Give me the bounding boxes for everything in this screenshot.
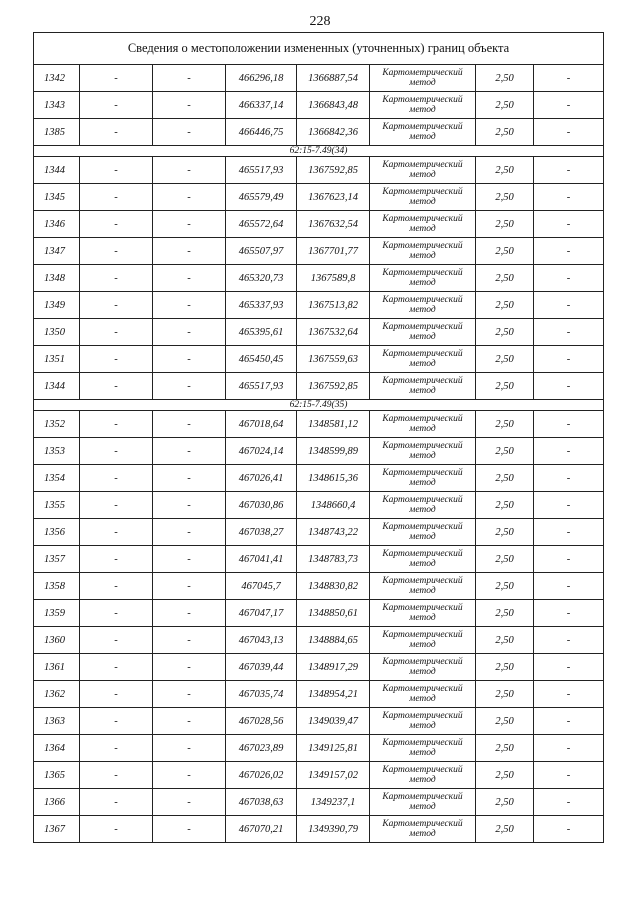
old-x-cell: - [80, 627, 153, 654]
table-row [34, 346, 604, 373]
accuracy-cell: 2,50 [476, 346, 534, 373]
point-number: 1351 [34, 346, 80, 373]
table-row [34, 519, 604, 546]
table-row [34, 411, 604, 438]
old-x-cell: - [80, 373, 153, 400]
x-coordinate: 466296,18 [226, 65, 297, 92]
accuracy-cell: 2,50 [476, 319, 534, 346]
description-cell: - [534, 319, 604, 346]
table-row [34, 573, 604, 600]
table-row [34, 600, 604, 627]
x-coordinate: 465507,97 [226, 238, 297, 265]
old-y-cell: - [153, 319, 226, 346]
old-y-cell: - [153, 438, 226, 465]
old-x-cell: - [80, 492, 153, 519]
x-coordinate: 465572,64 [226, 211, 297, 238]
description-cell: - [534, 681, 604, 708]
point-number: 1360 [34, 627, 80, 654]
table-row [34, 211, 604, 238]
table-row [34, 735, 604, 762]
y-coordinate: 1367513,82 [297, 292, 370, 319]
y-coordinate: 1348850,61 [297, 600, 370, 627]
point-number: 1353 [34, 438, 80, 465]
point-number: 1350 [34, 319, 80, 346]
y-coordinate: 1349157,02 [297, 762, 370, 789]
table-row [34, 119, 604, 146]
old-x-cell: - [80, 816, 153, 843]
table-row [34, 681, 604, 708]
accuracy-cell: 2,50 [476, 546, 534, 573]
title-row [34, 33, 604, 65]
description-cell: - [534, 438, 604, 465]
method-cell: Картометрический метод [370, 119, 476, 146]
method-cell: Картометрический метод [370, 627, 476, 654]
old-y-cell: - [153, 265, 226, 292]
x-coordinate: 465395,61 [226, 319, 297, 346]
old-x-cell: - [80, 184, 153, 211]
method-cell: Картометрический метод [370, 681, 476, 708]
old-y-cell: - [153, 708, 226, 735]
old-x-cell: - [80, 438, 153, 465]
description-cell: - [534, 157, 604, 184]
accuracy-cell: 2,50 [476, 157, 534, 184]
x-coordinate: 465517,93 [226, 157, 297, 184]
x-coordinate: 467035,74 [226, 681, 297, 708]
old-y-cell: - [153, 654, 226, 681]
old-x-cell: - [80, 519, 153, 546]
table-row [34, 816, 604, 843]
point-number: 1366 [34, 789, 80, 816]
method-cell: Картометрический метод [370, 762, 476, 789]
method-cell: Картометрический метод [370, 816, 476, 843]
accuracy-cell: 2,50 [476, 238, 534, 265]
page-number: 228 [309, 14, 331, 29]
point-number: 1344 [34, 157, 80, 184]
x-coordinate: 467041,41 [226, 546, 297, 573]
table-row [34, 65, 604, 92]
old-x-cell: - [80, 319, 153, 346]
old-x-cell: - [80, 119, 153, 146]
section-row [34, 146, 604, 157]
description-cell: - [534, 346, 604, 373]
point-number: 1364 [34, 735, 80, 762]
accuracy-cell: 2,50 [476, 519, 534, 546]
section-label: 62:15-7.49(34) [34, 146, 604, 157]
y-coordinate: 1348743,22 [297, 519, 370, 546]
method-cell: Картометрический метод [370, 708, 476, 735]
y-coordinate: 1348917,29 [297, 654, 370, 681]
x-coordinate: 467043,13 [226, 627, 297, 654]
point-number: 1349 [34, 292, 80, 319]
point-number: 1356 [34, 519, 80, 546]
old-x-cell: - [80, 546, 153, 573]
y-coordinate: 1349039,47 [297, 708, 370, 735]
x-coordinate: 467023,89 [226, 735, 297, 762]
description-cell: - [534, 492, 604, 519]
description-cell: - [534, 184, 604, 211]
x-coordinate: 467038,27 [226, 519, 297, 546]
old-x-cell: - [80, 292, 153, 319]
old-y-cell: - [153, 184, 226, 211]
y-coordinate: 1348954,21 [297, 681, 370, 708]
point-number: 1343 [34, 92, 80, 119]
y-coordinate: 1348581,12 [297, 411, 370, 438]
accuracy-cell: 2,50 [476, 573, 534, 600]
x-coordinate: 467026,41 [226, 465, 297, 492]
description-cell: - [534, 519, 604, 546]
point-number: 1357 [34, 546, 80, 573]
method-cell: Картометрический метод [370, 319, 476, 346]
point-number: 1365 [34, 762, 80, 789]
table-row [34, 265, 604, 292]
description-cell: - [534, 292, 604, 319]
accuracy-cell: 2,50 [476, 211, 534, 238]
point-number: 1344 [34, 373, 80, 400]
table-row [34, 546, 604, 573]
accuracy-cell: 2,50 [476, 265, 534, 292]
x-coordinate: 466337,14 [226, 92, 297, 119]
x-coordinate: 465337,93 [226, 292, 297, 319]
accuracy-cell: 2,50 [476, 119, 534, 146]
method-cell: Картометрический метод [370, 265, 476, 292]
accuracy-cell: 2,50 [476, 735, 534, 762]
accuracy-cell: 2,50 [476, 762, 534, 789]
boundary-table [33, 32, 604, 843]
method-cell: Картометрический метод [370, 92, 476, 119]
point-number: 1345 [34, 184, 80, 211]
accuracy-cell: 2,50 [476, 65, 534, 92]
y-coordinate: 1366843,48 [297, 92, 370, 119]
old-x-cell: - [80, 654, 153, 681]
method-cell: Картометрический метод [370, 65, 476, 92]
description-cell: - [534, 92, 604, 119]
accuracy-cell: 2,50 [476, 184, 534, 211]
method-cell: Картометрический метод [370, 373, 476, 400]
old-y-cell: - [153, 238, 226, 265]
table-row [34, 708, 604, 735]
old-x-cell: - [80, 681, 153, 708]
method-cell: Картометрический метод [370, 411, 476, 438]
method-cell: Картометрический метод [370, 184, 476, 211]
table-row [34, 292, 604, 319]
old-y-cell: - [153, 789, 226, 816]
table-row [34, 238, 604, 265]
method-cell: Картометрический метод [370, 211, 476, 238]
description-cell: - [534, 119, 604, 146]
old-y-cell: - [153, 681, 226, 708]
y-coordinate: 1348615,36 [297, 465, 370, 492]
y-coordinate: 1348599,89 [297, 438, 370, 465]
accuracy-cell: 2,50 [476, 438, 534, 465]
table-title: Сведения о местоположении измененных (уточненных) границ объекта [34, 33, 604, 65]
point-number: 1347 [34, 238, 80, 265]
old-y-cell: - [153, 92, 226, 119]
y-coordinate: 1367559,63 [297, 346, 370, 373]
old-y-cell: - [153, 600, 226, 627]
description-cell: - [534, 627, 604, 654]
old-x-cell: - [80, 708, 153, 735]
method-cell: Картометрический метод [370, 346, 476, 373]
x-coordinate: 465320,73 [226, 265, 297, 292]
y-coordinate: 1349390,79 [297, 816, 370, 843]
y-coordinate: 1367589,8 [297, 265, 370, 292]
description-cell: - [534, 573, 604, 600]
old-x-cell: - [80, 762, 153, 789]
x-coordinate: 467028,56 [226, 708, 297, 735]
old-y-cell: - [153, 157, 226, 184]
table-row [34, 789, 604, 816]
old-x-cell: - [80, 65, 153, 92]
x-coordinate: 467070,21 [226, 816, 297, 843]
method-cell: Картометрический метод [370, 654, 476, 681]
y-coordinate: 1367592,85 [297, 157, 370, 184]
point-number: 1359 [34, 600, 80, 627]
accuracy-cell: 2,50 [476, 600, 534, 627]
x-coordinate: 465579,49 [226, 184, 297, 211]
old-y-cell: - [153, 762, 226, 789]
x-coordinate: 467024,14 [226, 438, 297, 465]
method-cell: Картометрический метод [370, 465, 476, 492]
description-cell: - [534, 265, 604, 292]
old-x-cell: - [80, 573, 153, 600]
old-x-cell: - [80, 465, 153, 492]
point-number: 1367 [34, 816, 80, 843]
old-x-cell: - [80, 346, 153, 373]
x-coordinate: 465517,93 [226, 373, 297, 400]
old-x-cell: - [80, 411, 153, 438]
x-coordinate: 466446,75 [226, 119, 297, 146]
y-coordinate: 1366842,36 [297, 119, 370, 146]
old-x-cell: - [80, 789, 153, 816]
description-cell: - [534, 411, 604, 438]
x-coordinate: 467039,44 [226, 654, 297, 681]
point-number: 1342 [34, 65, 80, 92]
method-cell: Картометрический метод [370, 735, 476, 762]
point-number: 1348 [34, 265, 80, 292]
x-coordinate: 467045,7 [226, 573, 297, 600]
y-coordinate: 1348830,82 [297, 573, 370, 600]
x-coordinate: 467026,02 [226, 762, 297, 789]
y-coordinate: 1349237,1 [297, 789, 370, 816]
table-row [34, 92, 604, 119]
y-coordinate: 1348783,73 [297, 546, 370, 573]
y-coordinate: 1348884,65 [297, 627, 370, 654]
table-row [34, 157, 604, 184]
accuracy-cell: 2,50 [476, 654, 534, 681]
point-number: 1352 [34, 411, 80, 438]
old-y-cell: - [153, 65, 226, 92]
old-x-cell: - [80, 735, 153, 762]
point-number: 1355 [34, 492, 80, 519]
accuracy-cell: 2,50 [476, 681, 534, 708]
method-cell: Картометрический метод [370, 600, 476, 627]
section-label: 62:15-7.49(35) [34, 400, 604, 411]
method-cell: Картометрический метод [370, 519, 476, 546]
method-cell: Картометрический метод [370, 492, 476, 519]
accuracy-cell: 2,50 [476, 789, 534, 816]
point-number: 1358 [34, 573, 80, 600]
accuracy-cell: 2,50 [476, 411, 534, 438]
table-row [34, 627, 604, 654]
old-x-cell: - [80, 600, 153, 627]
accuracy-cell: 2,50 [476, 92, 534, 119]
description-cell: - [534, 816, 604, 843]
y-coordinate: 1348660,4 [297, 492, 370, 519]
accuracy-cell: 2,50 [476, 708, 534, 735]
y-coordinate: 1367623,14 [297, 184, 370, 211]
table-row [34, 762, 604, 789]
description-cell: - [534, 789, 604, 816]
section-row [34, 400, 604, 411]
method-cell: Картометрический метод [370, 157, 476, 184]
description-cell: - [534, 238, 604, 265]
accuracy-cell: 2,50 [476, 492, 534, 519]
x-coordinate: 465450,45 [226, 346, 297, 373]
y-coordinate: 1367592,85 [297, 373, 370, 400]
old-y-cell: - [153, 346, 226, 373]
method-cell: Картометрический метод [370, 292, 476, 319]
method-cell: Картометрический метод [370, 238, 476, 265]
old-y-cell: - [153, 492, 226, 519]
old-y-cell: - [153, 119, 226, 146]
table-row [34, 373, 604, 400]
table-row [34, 184, 604, 211]
table-row [34, 319, 604, 346]
old-y-cell: - [153, 735, 226, 762]
old-x-cell: - [80, 238, 153, 265]
point-number: 1354 [34, 465, 80, 492]
y-coordinate: 1367632,54 [297, 211, 370, 238]
description-cell: - [534, 465, 604, 492]
table-body [34, 33, 604, 843]
description-cell: - [534, 546, 604, 573]
description-cell: - [534, 762, 604, 789]
accuracy-cell: 2,50 [476, 627, 534, 654]
old-y-cell: - [153, 373, 226, 400]
old-y-cell: - [153, 816, 226, 843]
method-cell: Картометрический метод [370, 789, 476, 816]
method-cell: Картометрический метод [370, 546, 476, 573]
accuracy-cell: 2,50 [476, 292, 534, 319]
old-y-cell: - [153, 211, 226, 238]
table-row [34, 438, 604, 465]
method-cell: Картометрический метод [370, 438, 476, 465]
description-cell: - [534, 708, 604, 735]
point-number: 1363 [34, 708, 80, 735]
old-x-cell: - [80, 92, 153, 119]
description-cell: - [534, 65, 604, 92]
old-y-cell: - [153, 573, 226, 600]
old-x-cell: - [80, 211, 153, 238]
point-number: 1361 [34, 654, 80, 681]
old-y-cell: - [153, 627, 226, 654]
description-cell: - [534, 373, 604, 400]
accuracy-cell: 2,50 [476, 373, 534, 400]
old-x-cell: - [80, 265, 153, 292]
description-cell: - [534, 735, 604, 762]
y-coordinate: 1367701,77 [297, 238, 370, 265]
x-coordinate: 467030,86 [226, 492, 297, 519]
description-cell: - [534, 211, 604, 238]
x-coordinate: 467038,63 [226, 789, 297, 816]
old-x-cell: - [80, 157, 153, 184]
old-y-cell: - [153, 465, 226, 492]
table-row [34, 654, 604, 681]
table-row [34, 492, 604, 519]
point-number: 1346 [34, 211, 80, 238]
x-coordinate: 467047,17 [226, 600, 297, 627]
point-number: 1362 [34, 681, 80, 708]
y-coordinate: 1367532,64 [297, 319, 370, 346]
accuracy-cell: 2,50 [476, 465, 534, 492]
description-cell: - [534, 600, 604, 627]
old-y-cell: - [153, 546, 226, 573]
y-coordinate: 1349125,81 [297, 735, 370, 762]
point-number: 1385 [34, 119, 80, 146]
old-y-cell: - [153, 519, 226, 546]
description-cell: - [534, 654, 604, 681]
old-y-cell: - [153, 292, 226, 319]
y-coordinate: 1366887,54 [297, 65, 370, 92]
x-coordinate: 467018,64 [226, 411, 297, 438]
table-row [34, 465, 604, 492]
old-y-cell: - [153, 411, 226, 438]
accuracy-cell: 2,50 [476, 816, 534, 843]
method-cell: Картометрический метод [370, 573, 476, 600]
